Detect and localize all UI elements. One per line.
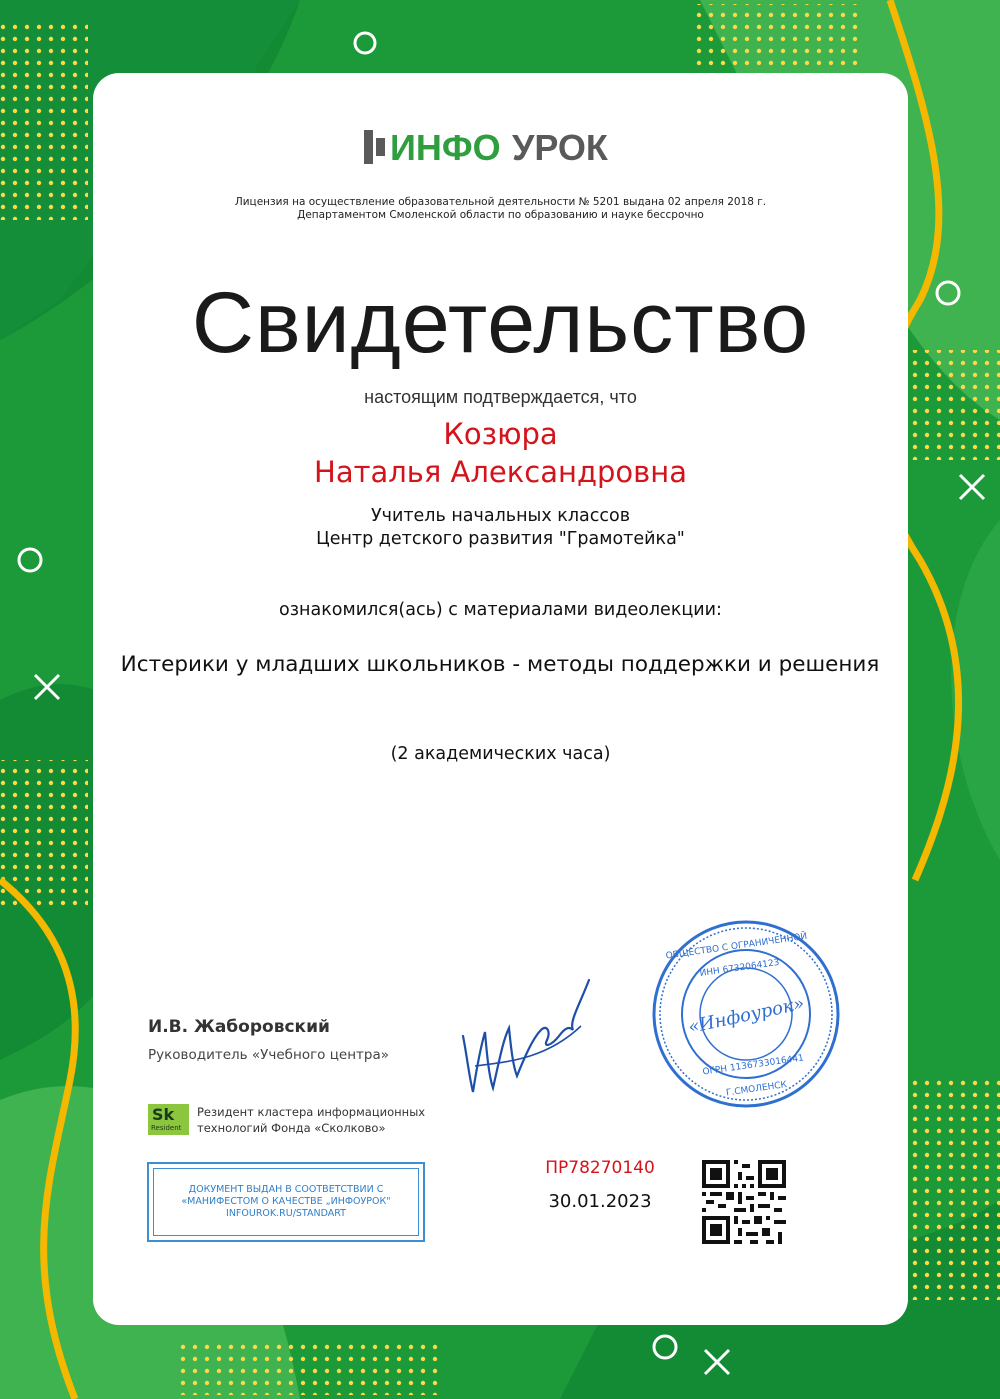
skolkovo-line-1: Резидент кластера информационных [197, 1105, 426, 1119]
manifest-line-1: ДОКУМЕНТ ВЫДАН В СООТВЕТСТВИИ С [188, 1184, 384, 1195]
manifest-box [147, 1162, 425, 1242]
recipient-surname: Козюра [443, 417, 558, 451]
course-title: Истерики у младших школьников - методы поддержки и решения [120, 652, 880, 677]
manifest-line-3: INFOUROK.RU/STANDART [226, 1208, 346, 1219]
recipient-organization: Центр детского развития "Грамотейка" [316, 529, 685, 549]
logo-suffix: УРОК [512, 127, 608, 168]
signer-name: И.В. Жаборовский [148, 1017, 330, 1037]
license-text [93, 196, 908, 222]
svg-text:«Инфоурок»: «Инфоурок» [686, 992, 807, 1039]
skolkovo-badge [148, 1104, 189, 1135]
course-hours: (2 академических часа) [390, 744, 611, 764]
infourok-logo [360, 122, 650, 172]
handwritten-signature [455, 966, 595, 1100]
certificate-card [93, 73, 908, 1325]
skolkovo-text [197, 1104, 425, 1136]
license-line-2: Департаментом Смоленской области по образованию и науке бессрочно [297, 209, 704, 221]
skolkovo-badge-main: Sk [152, 1105, 175, 1124]
signer-role: Руководитель «Учебного центра» [148, 1047, 390, 1063]
qr-code[interactable] [702, 1160, 786, 1244]
license-line-1: Лицензия на осуществление образовательной деятельности № 5201 выдана 02 апреля 2018 г. [234, 196, 767, 208]
skolkovo-badge-sub: Resident [151, 1124, 182, 1132]
svg-text:ОГРН 1136733016441: ОГРН 1136733016441 [701, 1053, 805, 1078]
confirm-text: настоящим подтверждается, что [364, 387, 637, 407]
recipient-given-names: Наталья Александровна [314, 455, 687, 489]
svg-text:ИНН 6732064123: ИНН 6732064123 [699, 957, 781, 979]
svg-text:Г.СМОЛЕНСК: Г.СМОЛЕНСК [725, 1080, 788, 1099]
recipient-job: Учитель начальных классов [370, 506, 631, 526]
certificate-title: Свидетельство [191, 275, 810, 371]
acquainted-text: ознакомился(ась) с материалами видеолекции: [279, 600, 722, 620]
svg-text:ОБЩЕСТВО С ОГРАНИЧЕННОЙ: ОБЩЕСТВО С ОГРАНИЧЕННОЙ [665, 931, 808, 962]
document-number: ПР78270140 [545, 1158, 655, 1178]
manifest-line-2: «МАНИФЕСТОМ О КАЧЕСТВЕ „ИНФОУРОК" [181, 1196, 391, 1207]
skolkovo-line-2: технологий Фонда «Сколково» [197, 1121, 386, 1135]
issue-date: 30.01.2023 [548, 1191, 652, 1212]
logo-prefix: ИНФО [390, 127, 501, 168]
recipient-position [93, 505, 908, 551]
company-seal-stamp [650, 918, 842, 1110]
